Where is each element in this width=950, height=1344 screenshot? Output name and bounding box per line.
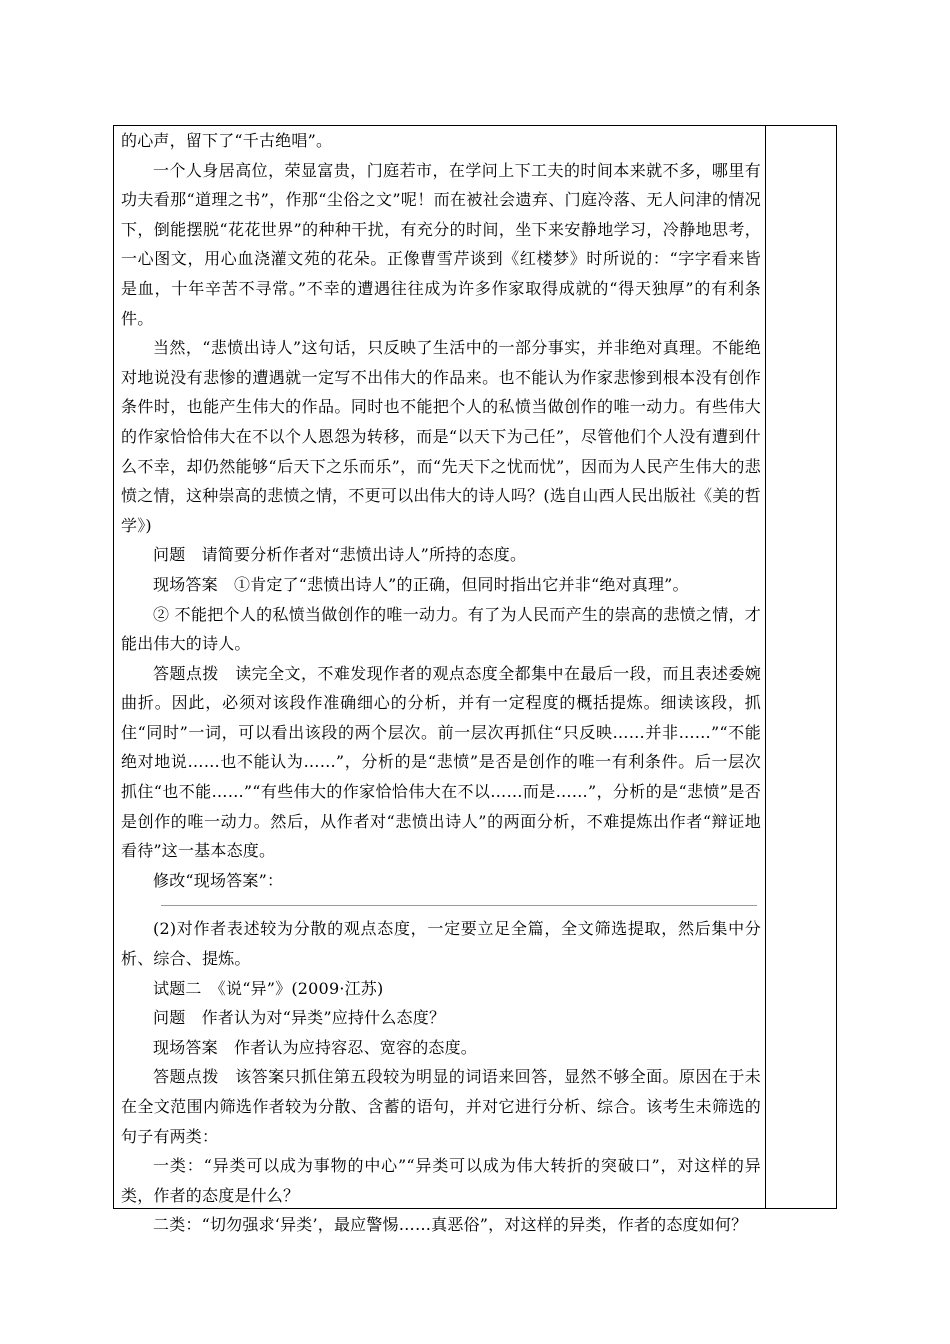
paragraph: 二类：“切勿强求‘异类’，最应警惕……真恶俗”，对这样的异类，作者的态度如何？ xyxy=(153,1215,748,1235)
hint-text: 答题点拨 读完全文，不难发现作者的观点态度全都集中在最后一段，而且表述委婉曲折。因此，必须对该段作准确细心的分析，并有一定程度的概括提炼。细读该段，抓住“同时”一词，可以看出该段的两个层次。前一层次再抓住“只反映……并非……”“不能绝对地说……也不能认为……”，分析的是“悲愤”是否是创作的唯一有利条件。后一层次抓住“也不能……”“有些伟大的作家恰恰伟大在不以……而是……”，分析的是“悲愤”是否是创作的唯一动力。然后，从作者对“悲愤出诗人”的两面分析，不难提炼出作者“辩证地看待”这一基本态度。 xyxy=(121,663,761,861)
paragraph: (2)对作者表述较为分散的观点态度，一定要立足全篇，全文筛选提取，然后集中分析、综合、提炼。 xyxy=(121,919,761,969)
question-text: 问题 请简要分析作者对“悲愤出诗人”所持的态度。 xyxy=(153,545,527,565)
question-text: 问题 作者认为对“异类”应持什么态度？ xyxy=(153,1008,446,1028)
column-divider xyxy=(765,126,766,1208)
answer-blank-line[interactable] xyxy=(161,905,757,906)
paragraph: 当然，“悲愤出诗人”这句话，只反映了生活中的一部分事实，并非绝对真理。不能绝对地说没有悲惨的遭遇就一定写不出伟大的作品来。也不能认为作家悲惨到根本没有创作条件时，也能产生伟大的作品。同时也不能把个人的私愤当做创作的唯一动力。有些伟大的作家恰恰伟大在不以个人恩怨为转移，而是“以天下为己任”，尽管他们个人没有遭到什么不幸，却仍然能够“后天下之乐而乐”，而“先天下之忧而忧”，因而为人民产生伟大的悲愤之情，这种崇高的悲愤之情，不更可以出伟大的诗人吗？(选自山西人民出版社《美的哲学》) xyxy=(121,338,761,535)
document-table xyxy=(113,125,837,1235)
paragraph: 的心声，留下了“千古绝唱”。 xyxy=(121,131,333,150)
answer-text: ② 不能把个人的私愤当做创作的唯一动力。有了为人民而产生的崇高的悲愤之情，才能出伟大的诗人。 xyxy=(121,604,761,654)
question-title: 试题二 《说“异”》(2009·江苏) xyxy=(153,978,384,998)
revise-label: 修改“现场答案”： xyxy=(153,870,284,890)
main-text-column xyxy=(121,126,761,1240)
answer-text: 现场答案 ①肯定了“悲愤出诗人”的正确，但同时指出它并非“绝对真理”。 xyxy=(153,574,689,594)
paragraph: 一个人身居高位，荣显富贵，门庭若市，在学问上下工夫的时间本来就不多，哪里有功夫看那“道理之书”，作那“尘俗之文”呢！而在被社会遗弃、门庭冷落、无人问津的情况下，倒能摆脱“花花世界”的种种干扰，有充分的时间，坐下来安静地学习，冷静地思考，一心图文，用心血浇灌文苑的花朵。正像曹雪芹谈到《红楼梦》时所说的：“字字看来皆是血，十年辛苦不寻常。”不幸的遭遇往往成为许多作家取得成就的“得天独厚”的有利条件。 xyxy=(121,160,761,328)
answer-text: 现场答案 作者认为应持容忍、宽容的态度。 xyxy=(153,1037,478,1057)
hint-text: 答题点拨 该答案只抓住第五段较为明显的词语来回答，显然不够全面。原因在于未在全文范围内筛选作者较为分散、含蓄的语句，并对它进行分析、综合。该考生未筛选的句子有两类： xyxy=(121,1067,761,1146)
paragraph: 一类：“异类可以成为事物的中心”“异类可以成为伟大转折的突破口”，对这样的异类，作者的态度是什么？ xyxy=(121,1156,761,1205)
